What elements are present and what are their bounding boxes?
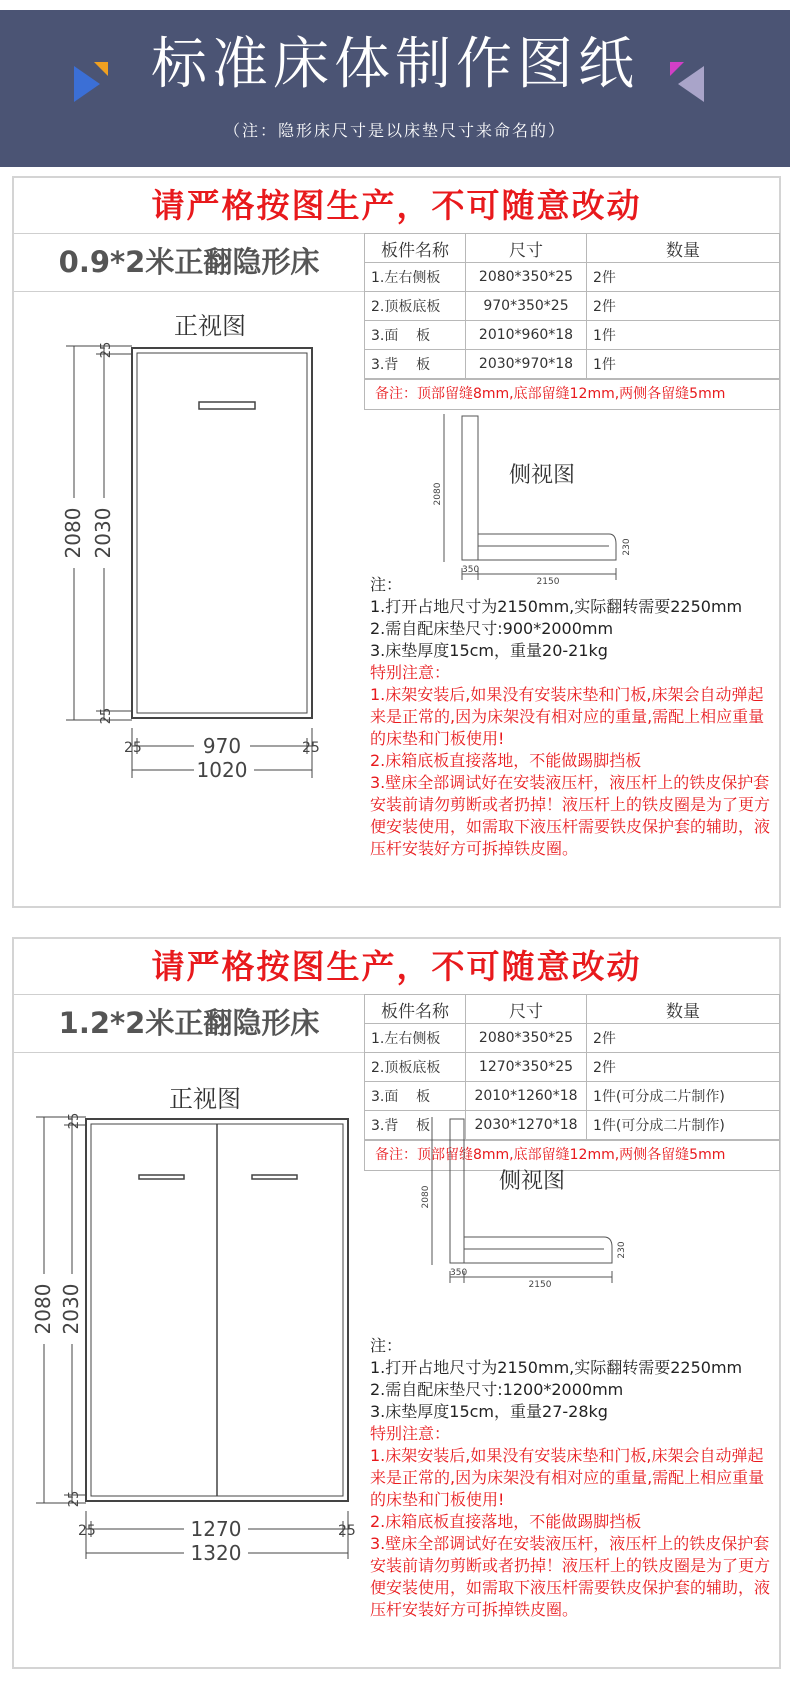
side-dim-height: 2080 [421, 1185, 431, 1209]
table-header [365, 234, 780, 263]
model-name: 0.9*2米正翻隐形床 [58, 245, 320, 279]
notes-block [370, 1335, 775, 1621]
dim-height-outer: 2080 [31, 1283, 55, 1335]
spec-table [364, 233, 780, 379]
cell: 2030*1270*18 [466, 1111, 587, 1140]
header-qty: 数量 [587, 234, 780, 263]
cell: 1件 [587, 350, 780, 379]
dim-left: 25 [78, 1523, 96, 1539]
dim-height-inner: 2030 [91, 507, 115, 559]
cell: 1270*350*25 [466, 1053, 587, 1082]
side-dim-depth: 350 [450, 1268, 468, 1278]
dim-width-inner: 970 [202, 734, 242, 758]
side-dim-height: 2080 [433, 482, 443, 506]
handle-icon [199, 402, 255, 409]
cell: 1.左右侧板 [365, 1024, 466, 1053]
header-qty: 数量 [587, 995, 780, 1024]
cell: 2080*350*25 [466, 1024, 587, 1053]
bed-frame-inner [137, 353, 307, 713]
special-item: 3.壁床全部调试好在安装液压杆，液压杆上的铁皮保护套安装前请勿剪断或者扔掉！液压杆上的铁皮圈是为了更方便安装使用，如需取下液压杆需要铁皮保护套的辅助，液压杆安装好方可拆掉铁皮圈。 [370, 1534, 771, 1619]
front-view-title: 正视图 [169, 1085, 241, 1113]
side-dim-side: 230 [617, 1241, 627, 1259]
dim-bottom: 25 [99, 707, 114, 725]
side-view-title: 侧视图 [499, 1169, 566, 1194]
dim-top: 25 [99, 341, 114, 359]
cell: 1件(可分成二片制作) [587, 1082, 780, 1111]
dim-width-inner: 1270 [190, 1517, 242, 1541]
note-item: 2.需自配床垫尺寸:1200*2000mm [370, 1380, 624, 1399]
cell: 970*350*25 [466, 292, 587, 321]
cell: 1.左右侧板 [365, 263, 466, 292]
special-item: 3.壁床全部调试好在安装液压杆，液压杆上的铁皮保护套安装前请勿剪断或者扔掉！液压杆上的铁皮圈是为了更方便安装使用，如需取下液压杆需要铁皮保护套的辅助，液压杆安装好方可拆掉铁皮圈。 [370, 773, 771, 858]
notes-heading: 注： [370, 1336, 403, 1355]
dim-right: 25 [302, 740, 320, 756]
side-dim-length: 2150 [528, 1280, 552, 1290]
cell: 2件 [587, 263, 780, 292]
dim-left: 25 [124, 740, 142, 756]
note-item: 1.打开占地尺寸为2150mm,实际翻转需要2250mm [370, 1358, 743, 1377]
cell: 2010*960*18 [466, 321, 587, 350]
note-item: 1.打开占地尺寸为2150mm,实际翻转需要2250mm [370, 597, 743, 616]
dim-right: 25 [338, 1523, 356, 1539]
header-name: 板件名称 [365, 995, 466, 1024]
cell: 2件 [587, 292, 780, 321]
remark-text: 备注：顶部留缝8mm,底部留缝12mm,两侧各留缝5mm [364, 379, 780, 410]
cell: 3.背 板 [365, 1111, 466, 1140]
table-header [365, 995, 780, 1024]
cell: 2.顶板底板 [365, 292, 466, 321]
bed-frame-outer [132, 348, 312, 718]
cell: 2件 [587, 1053, 780, 1082]
model-name: 1.2*2米正翻隐形床 [58, 1006, 320, 1040]
dim-height-inner: 2030 [59, 1283, 83, 1335]
table-row [365, 1082, 780, 1111]
special-heading: 特别注意： [370, 663, 451, 682]
front-view-title: 正视图 [174, 312, 246, 340]
cell: 3.面 板 [365, 321, 466, 350]
cell: 2030*970*18 [466, 350, 587, 379]
table-row [365, 321, 780, 350]
special-item: 1.床架安装后,如果没有安装床垫和门板,床架会自动弹起来是正常的,因为床架没有相对应的重量,需配上相应重量的床垫和门板使用! [370, 685, 765, 748]
handle-icon [252, 1175, 297, 1179]
cell: 3.面 板 [365, 1082, 466, 1111]
front-view-drawing [44, 328, 344, 798]
page-title: 标准床体制作图纸 [151, 32, 639, 97]
side-view-title: 侧视图 [509, 463, 576, 488]
notes-heading: 注： [370, 575, 403, 594]
dim-width-outer: 1320 [190, 1541, 242, 1565]
notes-block [370, 574, 775, 860]
special-item: 2.床箱底板直接落地，不能做踢脚挡板 [370, 751, 642, 770]
note-item: 3.床垫厚度15cm，重量27-28kg [370, 1402, 608, 1421]
table-row [365, 1053, 780, 1082]
cell: 3.背 板 [365, 350, 466, 379]
side-dim-depth: 350 [462, 565, 480, 575]
dim-width-outer: 1020 [196, 758, 248, 782]
dim-height-outer: 2080 [61, 507, 85, 559]
note-item: 3.床垫厚度15cm，重量20-21kg [370, 641, 608, 660]
table-row [365, 263, 780, 292]
cell: 2010*1260*18 [466, 1082, 587, 1111]
special-item: 1.床架安装后,如果没有安装床垫和门板,床架会自动弹起来是正常的,因为床架没有相对应的重量,需配上相应重量的床垫和门板使用! [370, 1446, 765, 1509]
banner-note: （注：隐形床尺寸是以床垫尺寸来命名的） [223, 121, 566, 140]
side-dim-length: 2150 [536, 577, 560, 587]
dim-top: 25 [67, 1112, 82, 1130]
header-name: 板件名称 [365, 234, 466, 263]
drawing-panel-1 [12, 176, 781, 908]
cell: 2.顶板底板 [365, 1053, 466, 1082]
special-heading: 特别注意： [370, 1424, 451, 1443]
side-dim-side: 230 [622, 538, 632, 556]
drawing-panel-2 [12, 937, 781, 1669]
warning-text: 请严格按图生产，不可随意改动 [151, 186, 642, 225]
cell: 2080*350*25 [466, 263, 587, 292]
handle-icon [139, 1175, 184, 1179]
special-item: 2.床箱底板直接落地，不能做踢脚挡板 [370, 1512, 642, 1531]
note-item: 2.需自配床垫尺寸:900*2000mm [370, 619, 614, 638]
dim-bottom: 25 [67, 1490, 82, 1508]
remark-text: 备注：顶部留缝8mm,底部留缝12mm,两侧各留缝5mm [364, 1140, 780, 1171]
cell: 1件 [587, 321, 780, 350]
table-row [365, 350, 780, 379]
header-size: 尺寸 [466, 234, 587, 263]
header-size: 尺寸 [466, 995, 587, 1024]
side-view-drawing [421, 1117, 642, 1290]
cell: 2件 [587, 1024, 780, 1053]
cell: 1件(可分成二片制作) [587, 1111, 780, 1140]
table-row [365, 1024, 780, 1053]
front-view-drawing [14, 1099, 359, 1565]
side-view-drawing [433, 414, 644, 587]
warning-text: 请严格按图生产，不可随意改动 [151, 947, 642, 986]
table-row [365, 292, 780, 321]
